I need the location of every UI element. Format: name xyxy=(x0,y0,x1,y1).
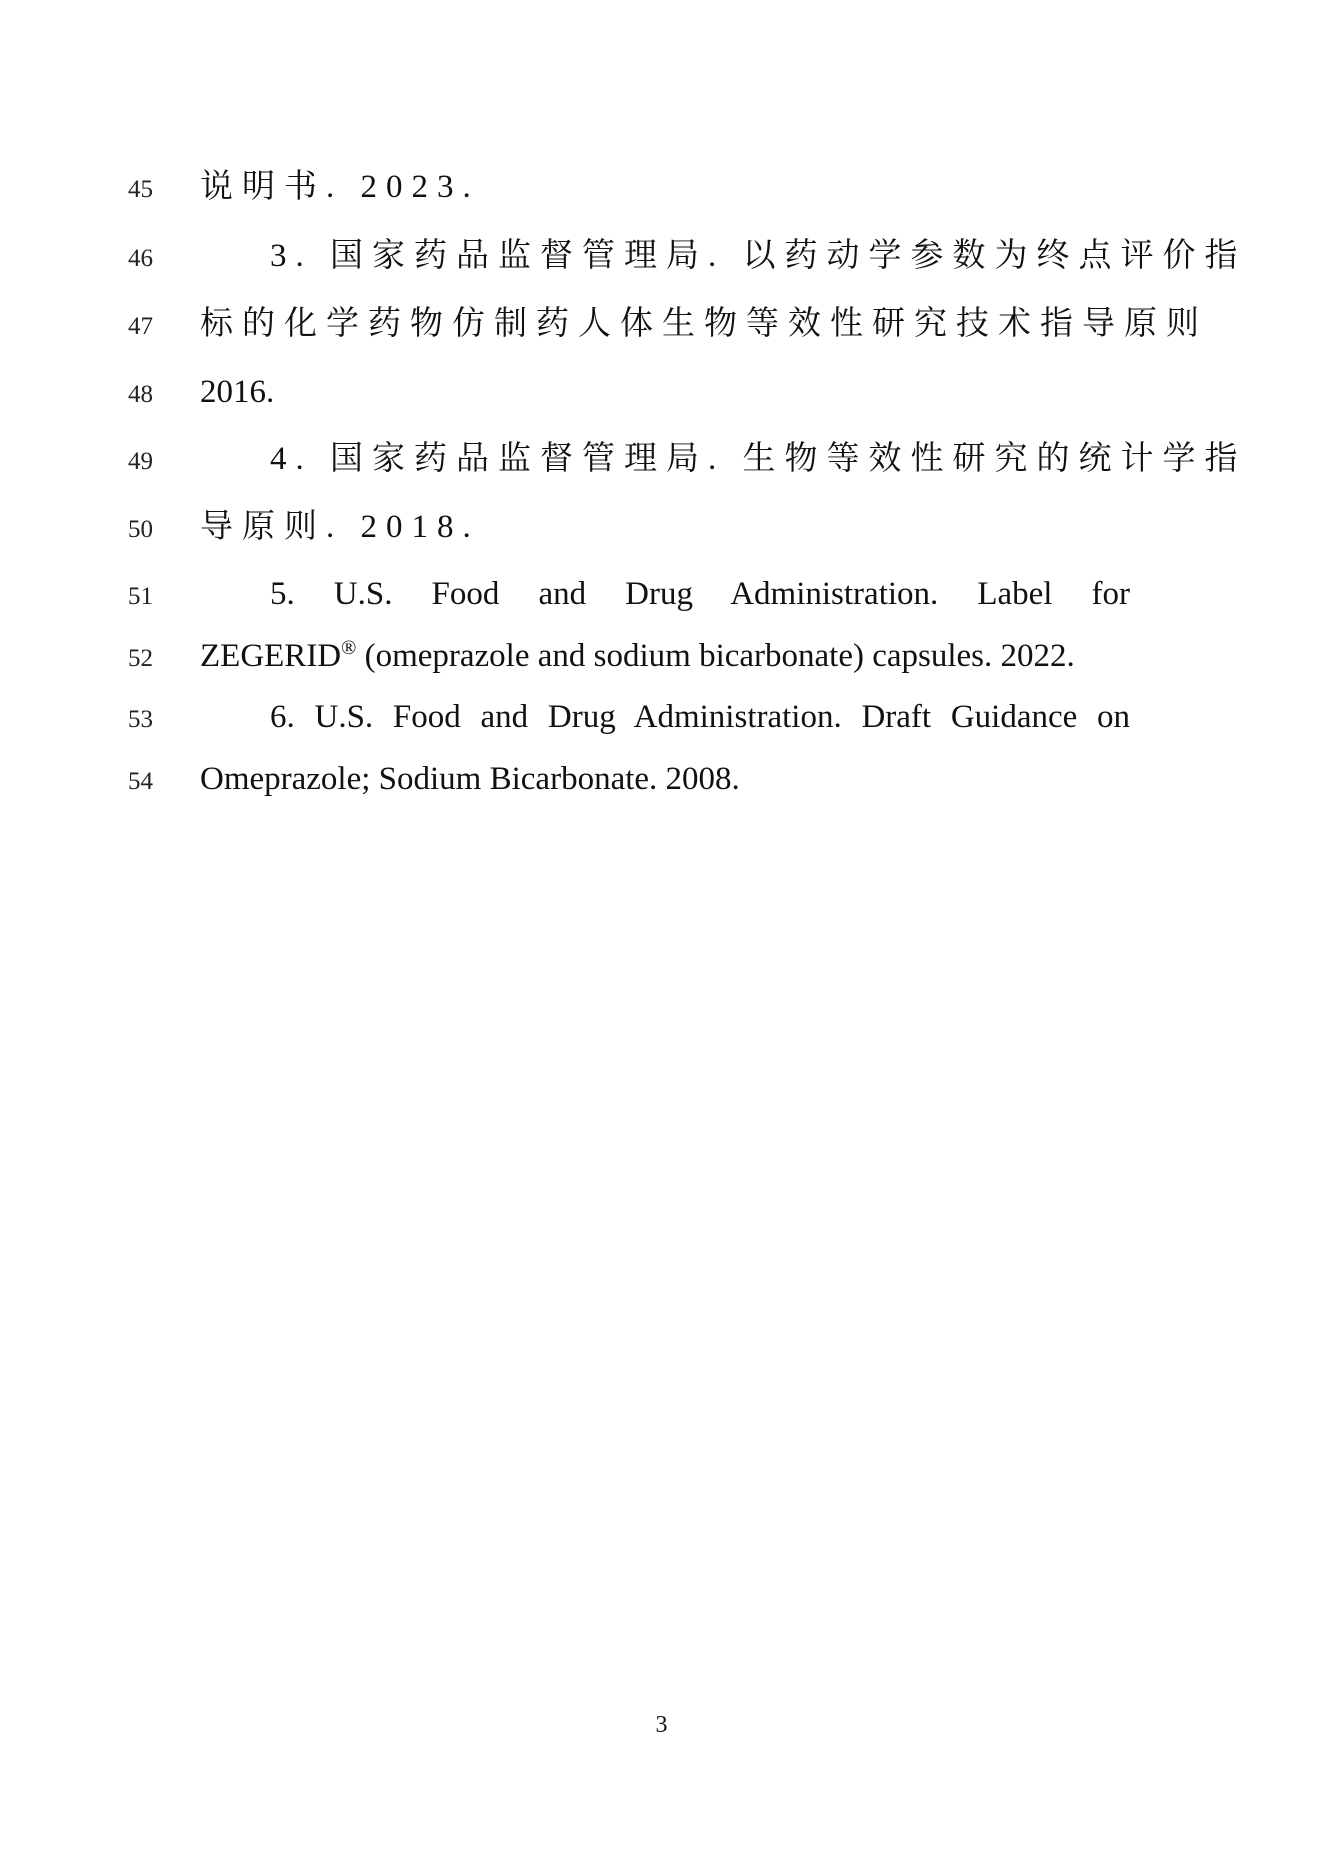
reference-3-line-3: 2016. xyxy=(200,374,275,410)
line-number: 49 xyxy=(128,448,153,475)
line-number: 50 xyxy=(128,516,153,543)
reference-4-line-1: 4. 国家药品监督管理局. 生物等效性研究的统计学指 xyxy=(270,441,1247,477)
reference-6-line-1: 6. U.S. Food and Drug Administration. Draft Guidance on xyxy=(270,699,1130,735)
document-line xyxy=(0,503,1323,553)
document-line xyxy=(0,632,1323,682)
reference-5-line-1: 5. U.S. Food and Drug Administration. Label for xyxy=(270,576,1130,612)
line-number: 53 xyxy=(128,706,153,733)
document-line xyxy=(0,300,1323,350)
reference-4-line-2: 导原则. 2018. xyxy=(200,509,480,545)
document-line xyxy=(0,755,1323,805)
product-name: ZEGERID xyxy=(200,638,342,674)
line-number: 54 xyxy=(128,768,153,795)
reference-3-line-2: 标的化学药物仿制药人体生物等效性研究技术指导原则 xyxy=(200,306,1208,342)
reference-3-line-1: 3. 国家药品监督管理局. 以药动学参数为终点评价指 xyxy=(270,238,1247,274)
line-number: 52 xyxy=(128,645,153,672)
document-line xyxy=(0,232,1323,282)
line-number: 47 xyxy=(128,313,153,340)
document-line xyxy=(0,435,1323,485)
document-line xyxy=(0,570,1323,620)
reference-5-line-2 xyxy=(200,632,1130,680)
document-line xyxy=(0,693,1323,743)
line-number: 51 xyxy=(128,583,153,610)
line-number: 48 xyxy=(128,381,153,408)
line-number: 45 xyxy=(128,176,153,203)
line-number: 46 xyxy=(128,245,153,272)
document-line xyxy=(0,368,1323,418)
page-number: 3 xyxy=(655,1712,668,1738)
product-description: (omeprazole and sodium bicarbonate) capsules. 2022. xyxy=(356,638,1075,674)
registered-mark: ® xyxy=(341,637,357,659)
document-line xyxy=(0,163,1323,213)
line-text: 说明书. 2023. xyxy=(200,169,480,205)
reference-6-line-2: Omeprazole; Sodium Bicarbonate. 2008. xyxy=(200,761,740,797)
